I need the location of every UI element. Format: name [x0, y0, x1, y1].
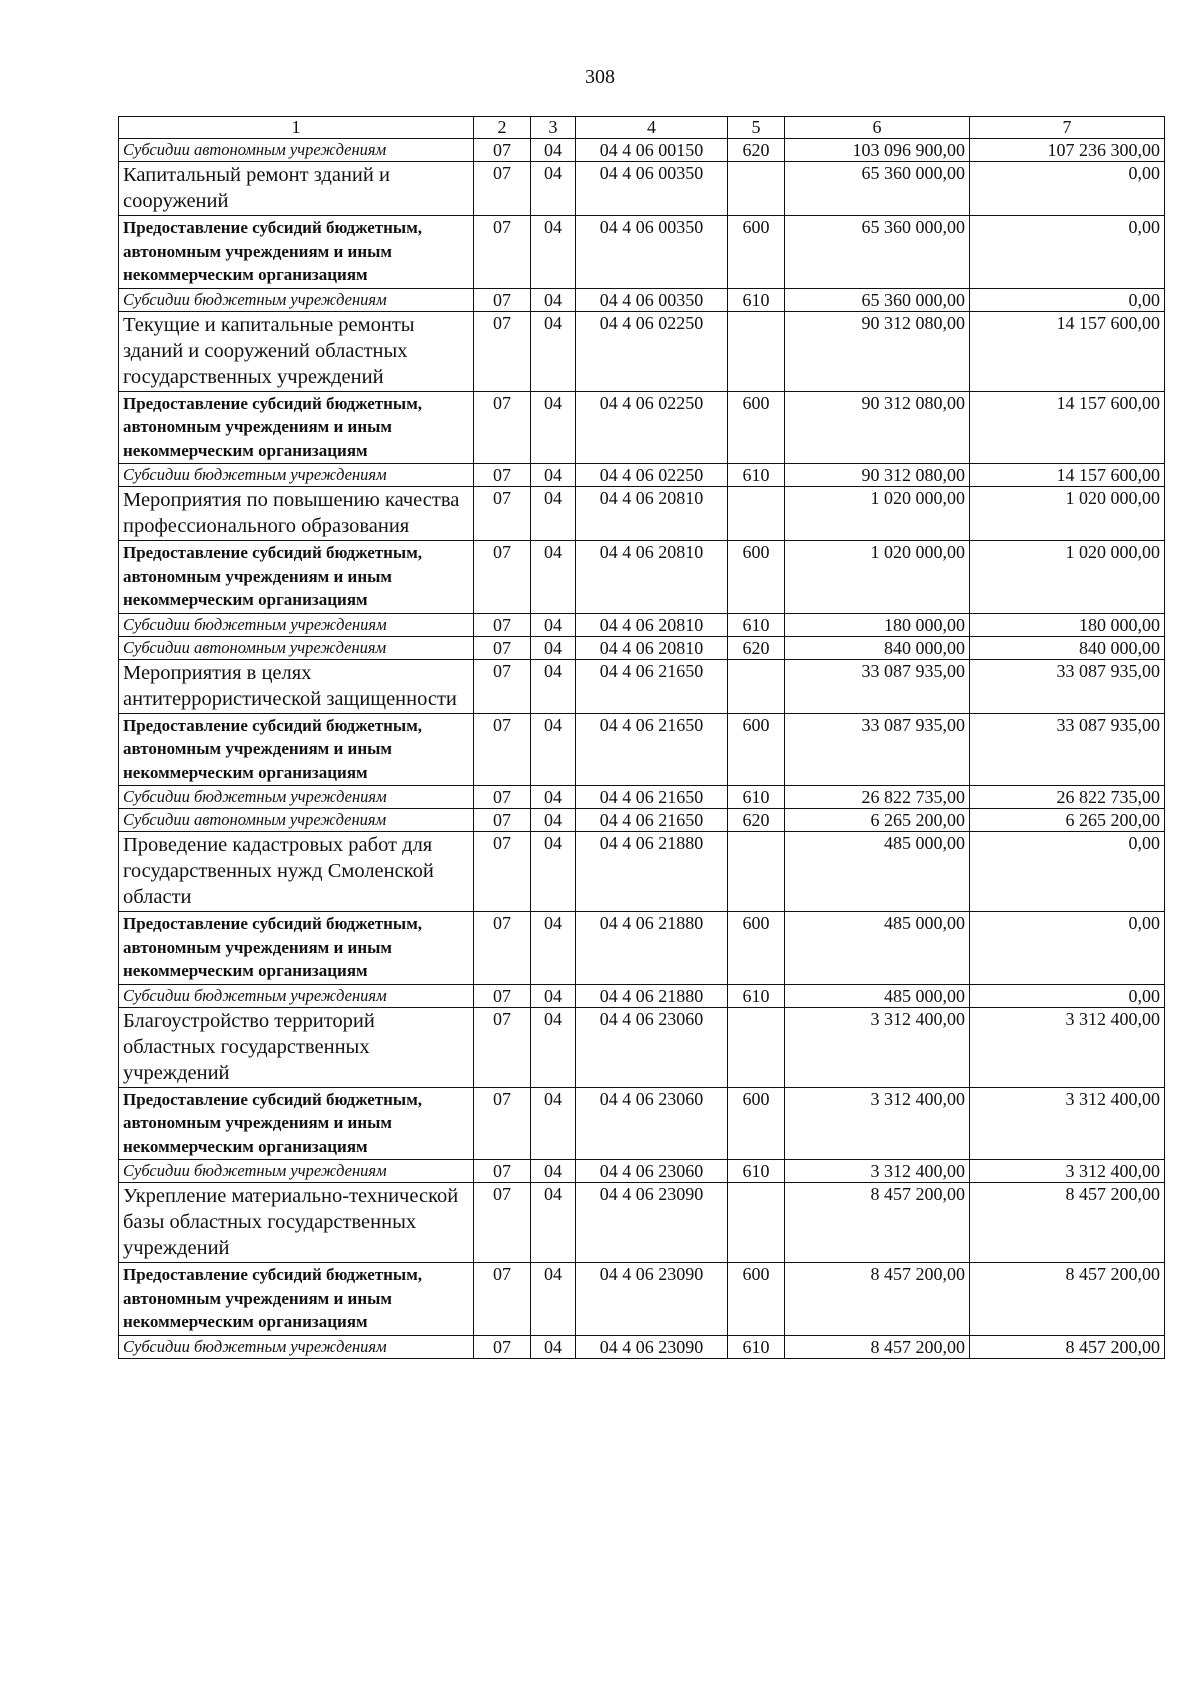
header-cell: 4: [576, 117, 728, 139]
amount-col7-cell: 0,00: [970, 288, 1165, 311]
amount-col6-cell: 1 020 000,00: [785, 541, 970, 614]
target-item-code-cell: 04 4 06 02250: [576, 311, 728, 391]
target-item-code-cell: 04 4 06 00350: [576, 162, 728, 216]
table-row: [119, 216, 1165, 289]
target-item-code-cell: 04 4 06 02250: [576, 391, 728, 464]
subsection-code-cell: 04: [531, 162, 576, 216]
row-name-cell: Субсидии бюджетным учреждениям: [119, 1160, 474, 1183]
section-code-cell: 07: [474, 659, 531, 713]
table-row: [119, 1160, 1165, 1183]
subsection-code-cell: 04: [531, 1007, 576, 1087]
row-name-cell: Укрепление материально-технической базы областных государственных учреждений: [119, 1183, 474, 1263]
section-code-cell: 07: [474, 464, 531, 487]
amount-col7-cell: 3 312 400,00: [970, 1087, 1165, 1160]
row-name-cell: Субсидии автономным учреждениям: [119, 636, 474, 659]
subsection-code-cell: 04: [531, 1263, 576, 1336]
subsection-code-cell: 04: [531, 912, 576, 985]
subsection-code-cell: 04: [531, 1160, 576, 1183]
amount-col6-cell: 90 312 080,00: [785, 464, 970, 487]
target-item-code-cell: 04 4 06 21650: [576, 786, 728, 809]
amount-col7-cell: 26 822 735,00: [970, 786, 1165, 809]
amount-col6-cell: 33 087 935,00: [785, 659, 970, 713]
section-code-cell: 07: [474, 1335, 531, 1358]
target-item-code-cell: 04 4 06 02250: [576, 464, 728, 487]
table-row: [119, 912, 1165, 985]
row-name-cell: Субсидии автономным учреждениям: [119, 139, 474, 162]
amount-col6-cell: 485 000,00: [785, 832, 970, 912]
expense-type-code-cell: [728, 1007, 785, 1087]
amount-col7-cell: 1 020 000,00: [970, 541, 1165, 614]
row-name-cell: Мероприятия по повышению качества профессионального образования: [119, 487, 474, 541]
target-item-code-cell: 04 4 06 00350: [576, 288, 728, 311]
table-row: [119, 1007, 1165, 1087]
table-row: [119, 713, 1165, 786]
subsection-code-cell: 04: [531, 1087, 576, 1160]
expense-type-code-cell: 600: [728, 713, 785, 786]
amount-col7-cell: 14 157 600,00: [970, 311, 1165, 391]
expense-type-code-cell: 610: [728, 984, 785, 1007]
subsection-code-cell: 04: [531, 984, 576, 1007]
table-row: [119, 464, 1165, 487]
expense-type-code-cell: 620: [728, 139, 785, 162]
page-number: 308: [585, 66, 615, 88]
subsection-code-cell: 04: [531, 139, 576, 162]
table-row: [119, 391, 1165, 464]
table-row: [119, 1263, 1165, 1336]
row-name-cell: Субсидии бюджетным учреждениям: [119, 464, 474, 487]
table-row: [119, 487, 1165, 541]
amount-col6-cell: 26 822 735,00: [785, 786, 970, 809]
amount-col7-cell: 0,00: [970, 984, 1165, 1007]
expense-type-code-cell: [728, 311, 785, 391]
header-cell: 5: [728, 117, 785, 139]
expense-type-code-cell: 610: [728, 464, 785, 487]
subsection-code-cell: 04: [531, 541, 576, 614]
target-item-code-cell: 04 4 06 23090: [576, 1335, 728, 1358]
target-item-code-cell: 04 4 06 21650: [576, 809, 728, 832]
row-name-cell: Предоставление субсидий бюджетным, автономным учреждениям и иным некоммерческим организациям: [119, 216, 474, 289]
expense-type-code-cell: 600: [728, 216, 785, 289]
expense-type-code-cell: 620: [728, 809, 785, 832]
table-row: [119, 636, 1165, 659]
row-name-cell: Субсидии автономным учреждениям: [119, 809, 474, 832]
section-code-cell: 07: [474, 832, 531, 912]
header-row: [119, 117, 1165, 139]
amount-col7-cell: 1 020 000,00: [970, 487, 1165, 541]
subsection-code-cell: 04: [531, 391, 576, 464]
header-cell: 6: [785, 117, 970, 139]
table-row: [119, 1335, 1165, 1358]
row-name-cell: Текущие и капитальные ремонты зданий и сооружений областных государственных учреждений: [119, 311, 474, 391]
section-code-cell: 07: [474, 809, 531, 832]
expense-type-code-cell: 610: [728, 786, 785, 809]
target-item-code-cell: 04 4 06 21880: [576, 832, 728, 912]
expense-type-code-cell: 600: [728, 1263, 785, 1336]
row-name-cell: Капитальный ремонт зданий и сооружений: [119, 162, 474, 216]
row-name-cell: Предоставление субсидий бюджетным, автономным учреждениям и иным некоммерческим организациям: [119, 391, 474, 464]
table-row: [119, 809, 1165, 832]
target-item-code-cell: 04 4 06 21880: [576, 984, 728, 1007]
subsection-code-cell: 04: [531, 487, 576, 541]
amount-col6-cell: 180 000,00: [785, 613, 970, 636]
section-code-cell: 07: [474, 713, 531, 786]
row-name-cell: Предоставление субсидий бюджетным, автономным учреждениям и иным некоммерческим организациям: [119, 713, 474, 786]
table-row: [119, 1183, 1165, 1263]
subsection-code-cell: 04: [531, 659, 576, 713]
amount-col7-cell: 0,00: [970, 162, 1165, 216]
amount-col7-cell: 14 157 600,00: [970, 464, 1165, 487]
amount-col6-cell: 3 312 400,00: [785, 1160, 970, 1183]
row-name-cell: Субсидии бюджетным учреждениям: [119, 1335, 474, 1358]
amount-col6-cell: 103 096 900,00: [785, 139, 970, 162]
subsection-code-cell: 04: [531, 713, 576, 786]
amount-col7-cell: 840 000,00: [970, 636, 1165, 659]
amount-col6-cell: 6 265 200,00: [785, 809, 970, 832]
table-row: [119, 613, 1165, 636]
table-row: [119, 311, 1165, 391]
subsection-code-cell: 04: [531, 1335, 576, 1358]
expense-type-code-cell: [728, 487, 785, 541]
row-name-cell: Проведение кадастровых работ для государственных нужд Смоленской области: [119, 832, 474, 912]
target-item-code-cell: 04 4 06 23060: [576, 1087, 728, 1160]
target-item-code-cell: 04 4 06 23090: [576, 1263, 728, 1336]
table-row: [119, 139, 1165, 162]
amount-col6-cell: 8 457 200,00: [785, 1183, 970, 1263]
budget-table: [118, 116, 1165, 1359]
table-row: [119, 984, 1165, 1007]
header-cell: 1: [119, 117, 474, 139]
header-cell: 3: [531, 117, 576, 139]
amount-col6-cell: 90 312 080,00: [785, 391, 970, 464]
target-item-code-cell: 04 4 06 21650: [576, 713, 728, 786]
section-code-cell: 07: [474, 613, 531, 636]
subsection-code-cell: 04: [531, 786, 576, 809]
table-row: [119, 659, 1165, 713]
subsection-code-cell: 04: [531, 1183, 576, 1263]
amount-col6-cell: 33 087 935,00: [785, 713, 970, 786]
section-code-cell: 07: [474, 984, 531, 1007]
table-row: [119, 1087, 1165, 1160]
expense-type-code-cell: [728, 659, 785, 713]
amount-col6-cell: 65 360 000,00: [785, 216, 970, 289]
expense-type-code-cell: 600: [728, 912, 785, 985]
amount-col7-cell: 3 312 400,00: [970, 1160, 1165, 1183]
section-code-cell: 07: [474, 162, 531, 216]
target-item-code-cell: 04 4 06 20810: [576, 636, 728, 659]
subsection-code-cell: 04: [531, 216, 576, 289]
row-name-cell: Субсидии бюджетным учреждениям: [119, 288, 474, 311]
expense-type-code-cell: 620: [728, 636, 785, 659]
subsection-code-cell: 04: [531, 809, 576, 832]
row-name-cell: Субсидии бюджетным учреждениям: [119, 786, 474, 809]
amount-col7-cell: 180 000,00: [970, 613, 1165, 636]
amount-col6-cell: 3 312 400,00: [785, 1087, 970, 1160]
target-item-code-cell: 04 4 06 20810: [576, 613, 728, 636]
target-item-code-cell: 04 4 06 23060: [576, 1007, 728, 1087]
section-code-cell: 07: [474, 391, 531, 464]
amount-col7-cell: 0,00: [970, 832, 1165, 912]
amount-col7-cell: 33 087 935,00: [970, 713, 1165, 786]
amount-col6-cell: 65 360 000,00: [785, 162, 970, 216]
amount-col7-cell: 8 457 200,00: [970, 1183, 1165, 1263]
section-code-cell: 07: [474, 311, 531, 391]
amount-col7-cell: 8 457 200,00: [970, 1335, 1165, 1358]
amount-col7-cell: 33 087 935,00: [970, 659, 1165, 713]
section-code-cell: 07: [474, 139, 531, 162]
target-item-code-cell: 04 4 06 20810: [576, 541, 728, 614]
target-item-code-cell: 04 4 06 21650: [576, 659, 728, 713]
row-name-cell: Предоставление субсидий бюджетным, автономным учреждениям и иным некоммерческим организациям: [119, 1087, 474, 1160]
expense-type-code-cell: 600: [728, 1087, 785, 1160]
table-row: [119, 288, 1165, 311]
amount-col7-cell: 107 236 300,00: [970, 139, 1165, 162]
section-code-cell: 07: [474, 786, 531, 809]
amount-col6-cell: 65 360 000,00: [785, 288, 970, 311]
subsection-code-cell: 04: [531, 288, 576, 311]
row-name-cell: Субсидии бюджетным учреждениям: [119, 613, 474, 636]
expense-type-code-cell: 610: [728, 613, 785, 636]
subsection-code-cell: 04: [531, 636, 576, 659]
section-code-cell: 07: [474, 1160, 531, 1183]
amount-col7-cell: 14 157 600,00: [970, 391, 1165, 464]
row-name-cell: Предоставление субсидий бюджетным, автономным учреждениям и иным некоммерческим организациям: [119, 541, 474, 614]
header-cell: 2: [474, 117, 531, 139]
target-item-code-cell: 04 4 06 20810: [576, 487, 728, 541]
section-code-cell: 07: [474, 1007, 531, 1087]
amount-col7-cell: 0,00: [970, 216, 1165, 289]
expense-type-code-cell: [728, 832, 785, 912]
target-item-code-cell: 04 4 06 23090: [576, 1183, 728, 1263]
expense-type-code-cell: 610: [728, 288, 785, 311]
amount-col7-cell: 8 457 200,00: [970, 1263, 1165, 1336]
section-code-cell: 07: [474, 487, 531, 541]
expense-type-code-cell: [728, 1183, 785, 1263]
amount-col7-cell: 0,00: [970, 912, 1165, 985]
expense-type-code-cell: 610: [728, 1335, 785, 1358]
target-item-code-cell: 04 4 06 00350: [576, 216, 728, 289]
section-code-cell: 07: [474, 1263, 531, 1336]
expense-type-code-cell: 600: [728, 541, 785, 614]
amount-col6-cell: 3 312 400,00: [785, 1007, 970, 1087]
section-code-cell: 07: [474, 541, 531, 614]
amount-col6-cell: 485 000,00: [785, 984, 970, 1007]
target-item-code-cell: 04 4 06 00150: [576, 139, 728, 162]
table-row: [119, 832, 1165, 912]
subsection-code-cell: 04: [531, 464, 576, 487]
section-code-cell: 07: [474, 216, 531, 289]
amount-col6-cell: 90 312 080,00: [785, 311, 970, 391]
amount-col6-cell: 485 000,00: [785, 912, 970, 985]
section-code-cell: 07: [474, 1183, 531, 1263]
section-code-cell: 07: [474, 912, 531, 985]
amount-col6-cell: 8 457 200,00: [785, 1335, 970, 1358]
section-code-cell: 07: [474, 1087, 531, 1160]
subsection-code-cell: 04: [531, 832, 576, 912]
amount-col7-cell: 6 265 200,00: [970, 809, 1165, 832]
expense-type-code-cell: [728, 162, 785, 216]
row-name-cell: Предоставление субсидий бюджетным, автономным учреждениям и иным некоммерческим организациям: [119, 912, 474, 985]
amount-col6-cell: 840 000,00: [785, 636, 970, 659]
subsection-code-cell: 04: [531, 311, 576, 391]
row-name-cell: Мероприятия в целях антитеррористической защищенности: [119, 659, 474, 713]
target-item-code-cell: 04 4 06 21880: [576, 912, 728, 985]
amount-col7-cell: 3 312 400,00: [970, 1007, 1165, 1087]
amount-col6-cell: 8 457 200,00: [785, 1263, 970, 1336]
row-name-cell: Предоставление субсидий бюджетным, автономным учреждениям и иным некоммерческим организациям: [119, 1263, 474, 1336]
row-name-cell: Субсидии бюджетным учреждениям: [119, 984, 474, 1007]
subsection-code-cell: 04: [531, 613, 576, 636]
section-code-cell: 07: [474, 288, 531, 311]
target-item-code-cell: 04 4 06 23060: [576, 1160, 728, 1183]
expense-type-code-cell: 610: [728, 1160, 785, 1183]
section-code-cell: 07: [474, 636, 531, 659]
table-row: [119, 162, 1165, 216]
table-row: [119, 786, 1165, 809]
expense-type-code-cell: 600: [728, 391, 785, 464]
table-row: [119, 541, 1165, 614]
row-name-cell: Благоустройство территорий областных государственных учреждений: [119, 1007, 474, 1087]
amount-col6-cell: 1 020 000,00: [785, 487, 970, 541]
header-cell: 7: [970, 117, 1165, 139]
